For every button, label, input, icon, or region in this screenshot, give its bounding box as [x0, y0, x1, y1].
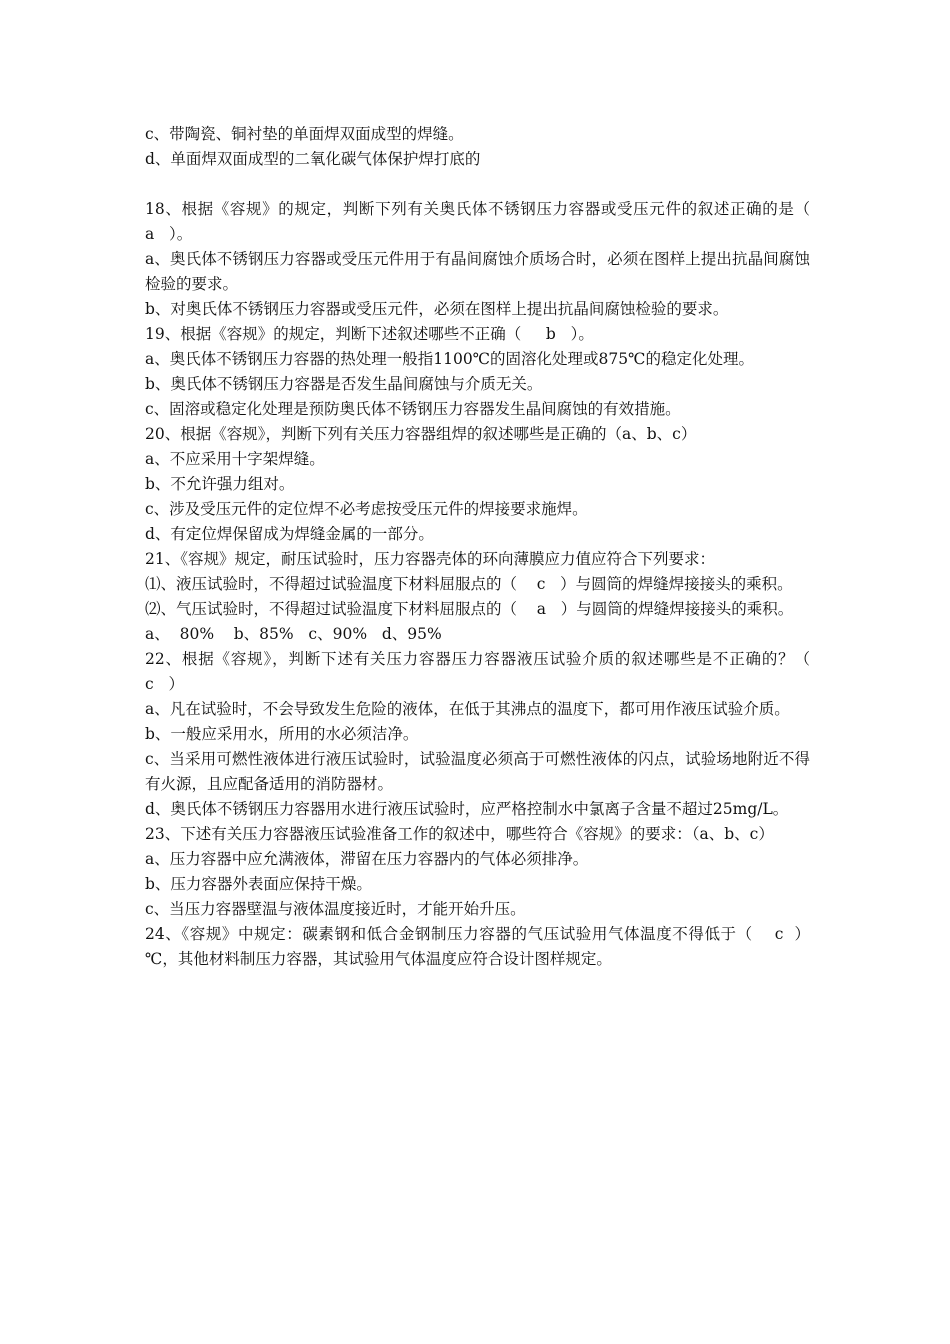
- option-c-q19: c、固溶或稳定化处理是预防奥氏体不锈钢压力容器发生晶间腐蚀的有效措施。: [145, 400, 681, 418]
- option-a-q18: a、奥氏体不锈钢压力容器或受压元件用于有晶间腐蚀介质场合时，必须在图样上提出抗晶间腐蚀检验的要求。: [145, 250, 810, 293]
- document-page: [145, 122, 840, 972]
- option-d-q22: d、奥氏体不锈钢压力容器用水进行液压试验时，应严格控制水中氯离子含量不超过25mg/L。: [145, 800, 789, 818]
- question-21: 21、《容规》规定，耐压试验时，压力容器壳体的环向薄膜应力值应符合下列要求：: [145, 550, 715, 568]
- option-a-q20: a、不应采用十字架焊缝。: [145, 450, 325, 468]
- option-c-q20: c、涉及受压元件的定位焊不必考虑按受压元件的焊接要求施焊。: [145, 500, 588, 518]
- question-21-part-2: ⑵、气压试验时，不得超过试验温度下材料屈服点的（ a ）与圆筒的焊缝焊接接头的乘积。: [145, 600, 794, 618]
- option-b-q19: b、奥氏体不锈钢压力容器是否发生晶间腐蚀与介质无关。: [145, 375, 543, 393]
- option-c-q23: c、当压力容器壁温与液体温度接近时，才能开始升压。: [145, 900, 526, 918]
- option-d-q17: d、单面焊双面成型的二氧化碳气体保护焊打底的: [145, 150, 481, 168]
- blank-line: [145, 172, 810, 197]
- option-d-q20: d、有定位焊保留成为焊缝金属的一部分。: [145, 525, 434, 543]
- option-c-q22: c、当采用可燃性液体进行液压试验时，试验温度必须高于可燃性液体的闪点，试验场地附近不得有火源，且应配备适用的消防器材。: [145, 750, 810, 793]
- option-b-q22: b、一般应采用水，所用的水必须洁净。: [145, 725, 419, 743]
- option-a-q22: a、凡在试验时，不会导致发生危险的液体，在低于其沸点的温度下，都可用作液压试验介质。: [145, 700, 790, 718]
- question-21-part-1: ⑴、液压试验时，不得超过试验温度下材料屈服点的（ c ）与圆筒的焊缝焊接接头的乘积。: [145, 575, 793, 593]
- option-b-q18: b、对奥氏体不锈钢压力容器或受压元件，必须在图样上提出抗晶间腐蚀检验的要求。: [145, 300, 729, 318]
- question-20: 20、根据《容规》，判断下列有关压力容器组焊的叙述哪些是正确的（a、b、c）: [145, 425, 697, 443]
- question-18: 18、根据《容规》的规定，判断下列有关奥氏体不锈钢压力容器或受压元件的叙述正确的是（ a ）。: [145, 200, 835, 243]
- question-22: 22、根据《容规》，判断下述有关压力容器压力容器液压试验介质的叙述哪些是不正确的？（ c ）: [145, 650, 840, 693]
- option-b-q23: b、压力容器外表面应保持干燥。: [145, 875, 372, 893]
- question-23: 23、下述有关压力容器液压试验准备工作的叙述中，哪些符合《容规》的要求：（a、b、c）: [145, 825, 774, 843]
- question-19: 19、根据《容规》的规定，判断下述叙述哪些不正确（ b ）。: [145, 325, 594, 343]
- option-c-q17: c、带陶瓷、铜衬垫的单面焊双面成型的焊缝。: [145, 125, 464, 143]
- option-a-q19: a、奥氏体不锈钢压力容器的热处理一般指1100℃的固溶化处理或875℃的稳定化处理。: [145, 350, 754, 368]
- option-b-q20: b、不允许强力组对。: [145, 475, 295, 493]
- question-24: 24、《容规》中规定：碳素钢和低合金钢制压力容器的气压试验用气体温度不得低于（ c ）℃，其他材料制压力容器，其试验用气体温度应符合设计图样规定。: [145, 925, 810, 968]
- option-a-q23: a、压力容器中应允满液体，滞留在压力容器内的气体必须排净。: [145, 850, 589, 868]
- options-q21: a、 80% b、85% c、90% d、95%: [145, 625, 442, 643]
